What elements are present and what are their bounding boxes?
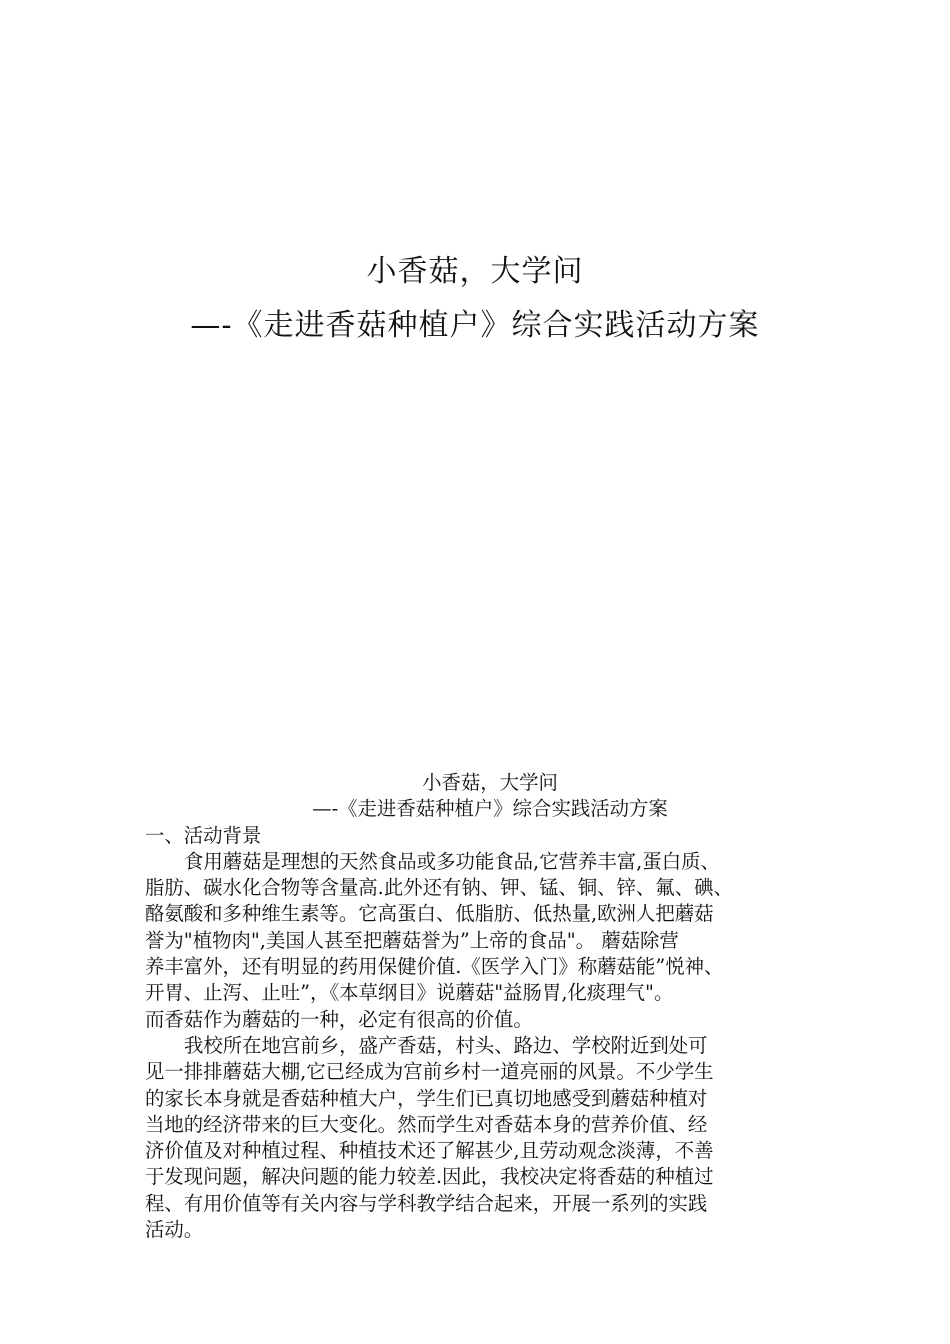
paragraph-line: 我校所在地宫前乡，盛产香菇，村头、路边、学校附近到处可 [184, 1033, 708, 1057]
paragraph-line: 而香菇作为蘑菇的一种，必定有很高的价值。 [145, 1007, 533, 1031]
paragraph-line: 的家长本身就是香菇种植大户，学生们已真切地感受到蘑菇种植对 [145, 1086, 708, 1110]
paragraph-line: 活动。 [145, 1218, 204, 1242]
paragraph-2 [145, 1033, 835, 1243]
paragraph-line: 开胃、止泻、止吐”，《本草纲目》说蘑菇"益肠胃,化痰理气"。 [145, 981, 674, 1005]
paragraph-line: 济价值及对种植过程、种植技术还了解甚少,且劳动观念淡薄，不善 [145, 1139, 714, 1163]
paragraph-line: 当地的经济带来的巨大变化。然而学生对香菇本身的营养价值、经 [145, 1112, 708, 1136]
paragraph-line: 脂肪、碳水化合物等含量高.此外还有钠、钾、锰、铜、锌、氟、碘、 [145, 876, 733, 900]
cover-subtitle: —-《走进香菇种植户》综合实践活动方案 [190, 308, 760, 343]
section-heading: 一、活动背景 [145, 823, 262, 847]
paragraph-line: 酪氨酸和多种维生素等。它高蛋白、低脂肪、低热量,欧洲人把蘑菇 [145, 902, 714, 926]
body-subtitle: —-《走进香菇种植户》综合实践活动方案 [312, 797, 668, 821]
paragraph-line: 见一排排蘑菇大棚,它已经成为宫前乡村一道亮丽的风景。不少学生 [145, 1060, 714, 1084]
paragraph-line: 养丰富外，还有明显的药用保健价值.《医学入门》称蘑菇能”悦神、 [145, 955, 724, 979]
paragraph-line: 程、有用价值等有关内容与学科教学结合起来，开展一系列的实践 [145, 1191, 708, 1215]
paragraph-1 [145, 849, 835, 1033]
paragraph-line: 誉为"植物肉",美国人甚至把蘑菇誉为”上帝的食品"。 蘑菇除营 [145, 928, 679, 952]
cover-title: 小香菇，大学问 [366, 254, 584, 289]
document-body [145, 770, 835, 1243]
paragraph-line: 于发现问题，解决问题的能力较差.因此，我校决定将香菇的种植过 [145, 1165, 714, 1189]
paragraph-line: 食用蘑菇是理想的天然食品或多功能食品,它营养丰富,蛋白质、 [184, 849, 720, 873]
body-title: 小香菇，大学问 [422, 771, 558, 794]
